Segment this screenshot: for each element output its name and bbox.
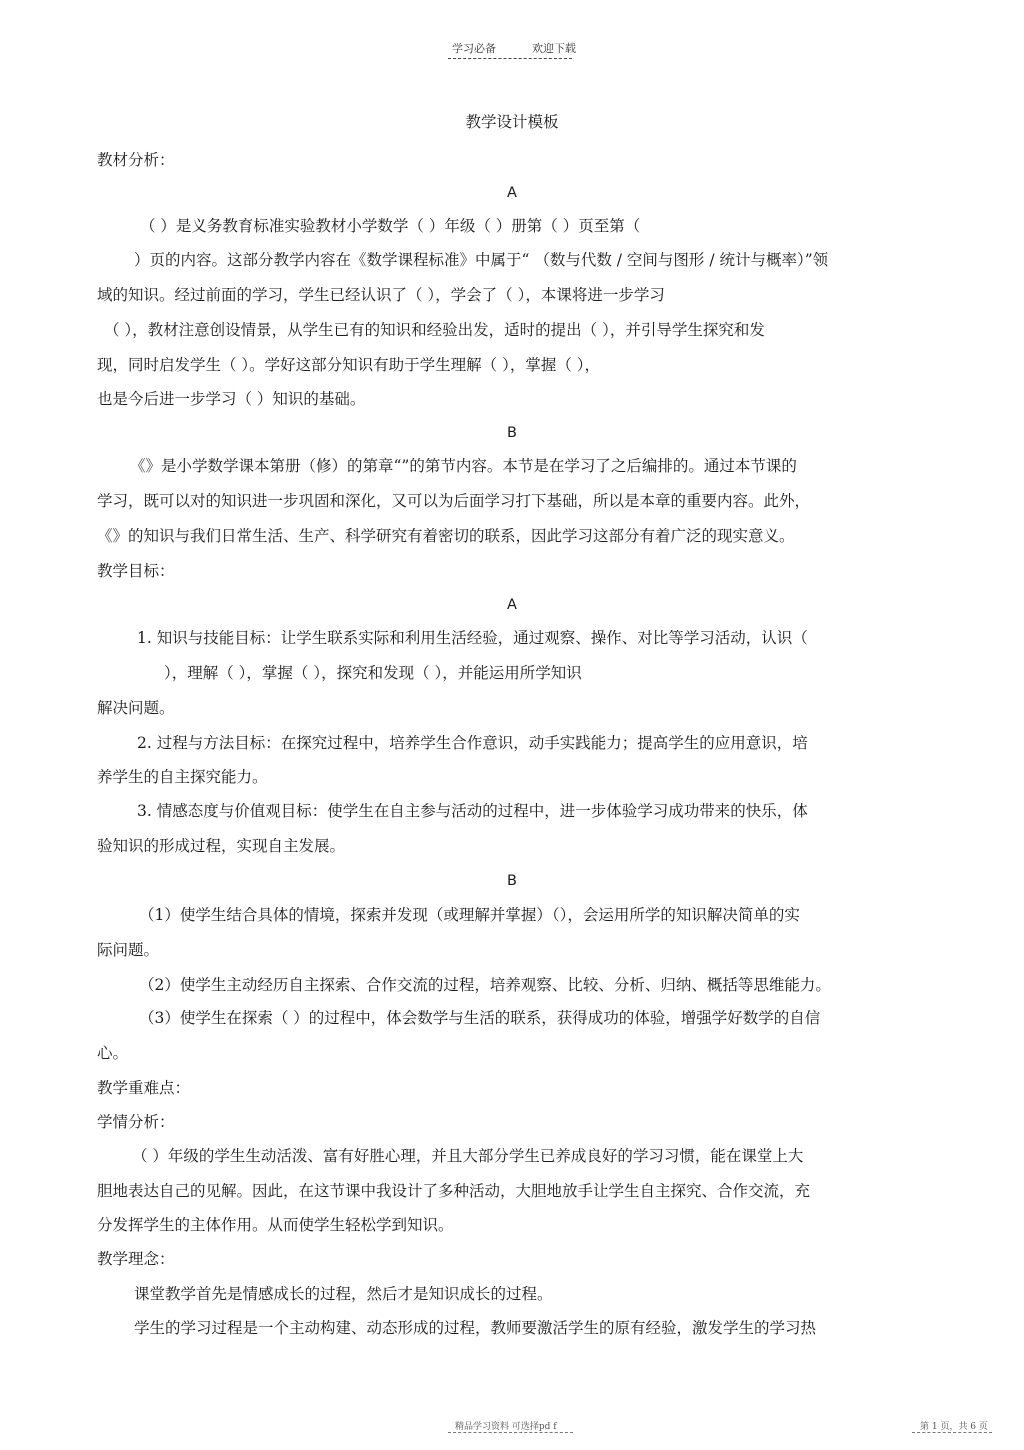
body-text-line: 际问题。: [97, 941, 160, 959]
body-text-line: 教学理念：: [97, 1250, 175, 1268]
page-header: [0, 40, 1024, 62]
document-title: 教学设计模板: [465, 113, 559, 131]
body-text-line: 3. 情感态度与价值观目标：使学生在自主参与活动的过程中，进一步体验学习成功带来的快乐，体: [137, 802, 808, 820]
body-text-line: ）页的内容。这部分教学内容在《数学课程标准》中属于“ （数与代数 / 空间与图形 / 统计与概率）”领: [134, 251, 829, 269]
body-text-line: 解决问题。: [97, 699, 175, 717]
body-text-line: （2）使学生主动经历自主探索、合作交流的过程，培养观察、比较、分析、归纳、概括等思维能力。: [139, 976, 831, 994]
section-marker: A: [507, 185, 517, 201]
body-text-line: 胆地表达自己的见解。因此，在这节课中我设计了多种活动，大胆地放手让学生自主探究、合作交流，充: [97, 1182, 811, 1200]
body-text-line: 养学生的自主探究能力。: [97, 768, 268, 786]
body-text-line: 心。: [97, 1044, 129, 1062]
body-text-line: 也是今后进一步学习（ ）知识的基础。: [97, 390, 366, 408]
body-text-line: 验知识的形成过程，实现自主发展。: [97, 837, 346, 855]
body-text-line: 分发挥学生的主体作用。从而使学生轻松学到知识。: [97, 1216, 454, 1234]
header-left-text: 学习必备: [452, 42, 496, 55]
body-text-line: 1. 知识与技能目标：让学生联系实际和利用生活经验，通过观察、操作、对比等学习活动，认识（: [137, 629, 808, 647]
section-marker: A: [507, 597, 517, 613]
section-marker: B: [507, 873, 517, 889]
footer-left-divider: [448, 1432, 573, 1433]
body-text-line: ），理解（ ），掌握（ ），探究和发现（ ），并能运用所学知识: [164, 664, 582, 682]
body-text-line: 现，同时启发学生（ ）。学好这部分知识有助于学生理解（ ），掌握（ ），: [97, 356, 601, 374]
body-text-line: 2. 过程与方法目标：在探究过程中，培养学生合作意识，动手实践能力；提高学生的应用意识，培: [137, 734, 808, 752]
body-text-line: （ ）是义务教育标准实验教材小学数学（ ）年级（ ）册第（ ）页至第（: [140, 217, 641, 235]
header-divider: [448, 58, 572, 59]
footer-left-text: 精品学习资料 可选择pd f: [455, 1422, 557, 1432]
body-text-line: 教学目标：: [97, 562, 175, 580]
body-text-line: 学习，既可以对的知识进一步巩固和深化，又可以为后面学习打下基础，所以是本章的重要内容。此外，: [97, 492, 811, 510]
section-marker: B: [507, 425, 517, 441]
body-text-line: 课堂教学首先是情感成长的过程，然后才是知识成长的过程。: [134, 1285, 553, 1303]
body-text-line: 教学重难点：: [97, 1079, 191, 1097]
body-text-line: 《》的知识与我们日常生活、生产、科学研究有着密切的联系，因此学习这部分有着广泛的现实意义。: [97, 527, 795, 545]
body-text-line: 学生的学习过程是一个主动构建、动态形成的过程，教师要激活学生的原有经验，激发学生的学习热: [134, 1319, 817, 1337]
body-text-line: 学情分析：: [97, 1113, 175, 1131]
body-text-line: 域的知识。经过前面的学习，学生已经认识了（ ），学会了（ ），本课将进一步学习: [97, 286, 665, 304]
body-text-line: （ ），教材注意创设情景，从学生已有的知识和经验出发，适时的提出（ ），并引导学生探究和发: [104, 321, 765, 339]
footer-page-number: 第 1 页，共 6 页: [920, 1422, 988, 1432]
body-text-line: 《》是小学数学课本第册（修）的第章“”的第节内容。本节是在学习了之后编排的。通过本节课的: [130, 457, 797, 475]
footer-right-divider: [912, 1432, 992, 1433]
body-text-line: （3）使学生在探索（ ）的过程中，体会数学与生活的联系，获得成功的体验，增强学好数学的自信: [139, 1009, 821, 1027]
body-text-line: （ ）年级的学生生动活泼、富有好胜心理，并且大部分学生已养成良好的学习习惯，能在课堂上大: [132, 1147, 804, 1165]
body-text-line: （1）使学生结合具体的情境，探索并发现（或理解并掌握）（），会运用所学的知识解决简单的实: [139, 906, 800, 924]
body-text-line: 教材分析：: [97, 151, 175, 169]
header-right-text: 欢迎下载: [532, 42, 576, 55]
